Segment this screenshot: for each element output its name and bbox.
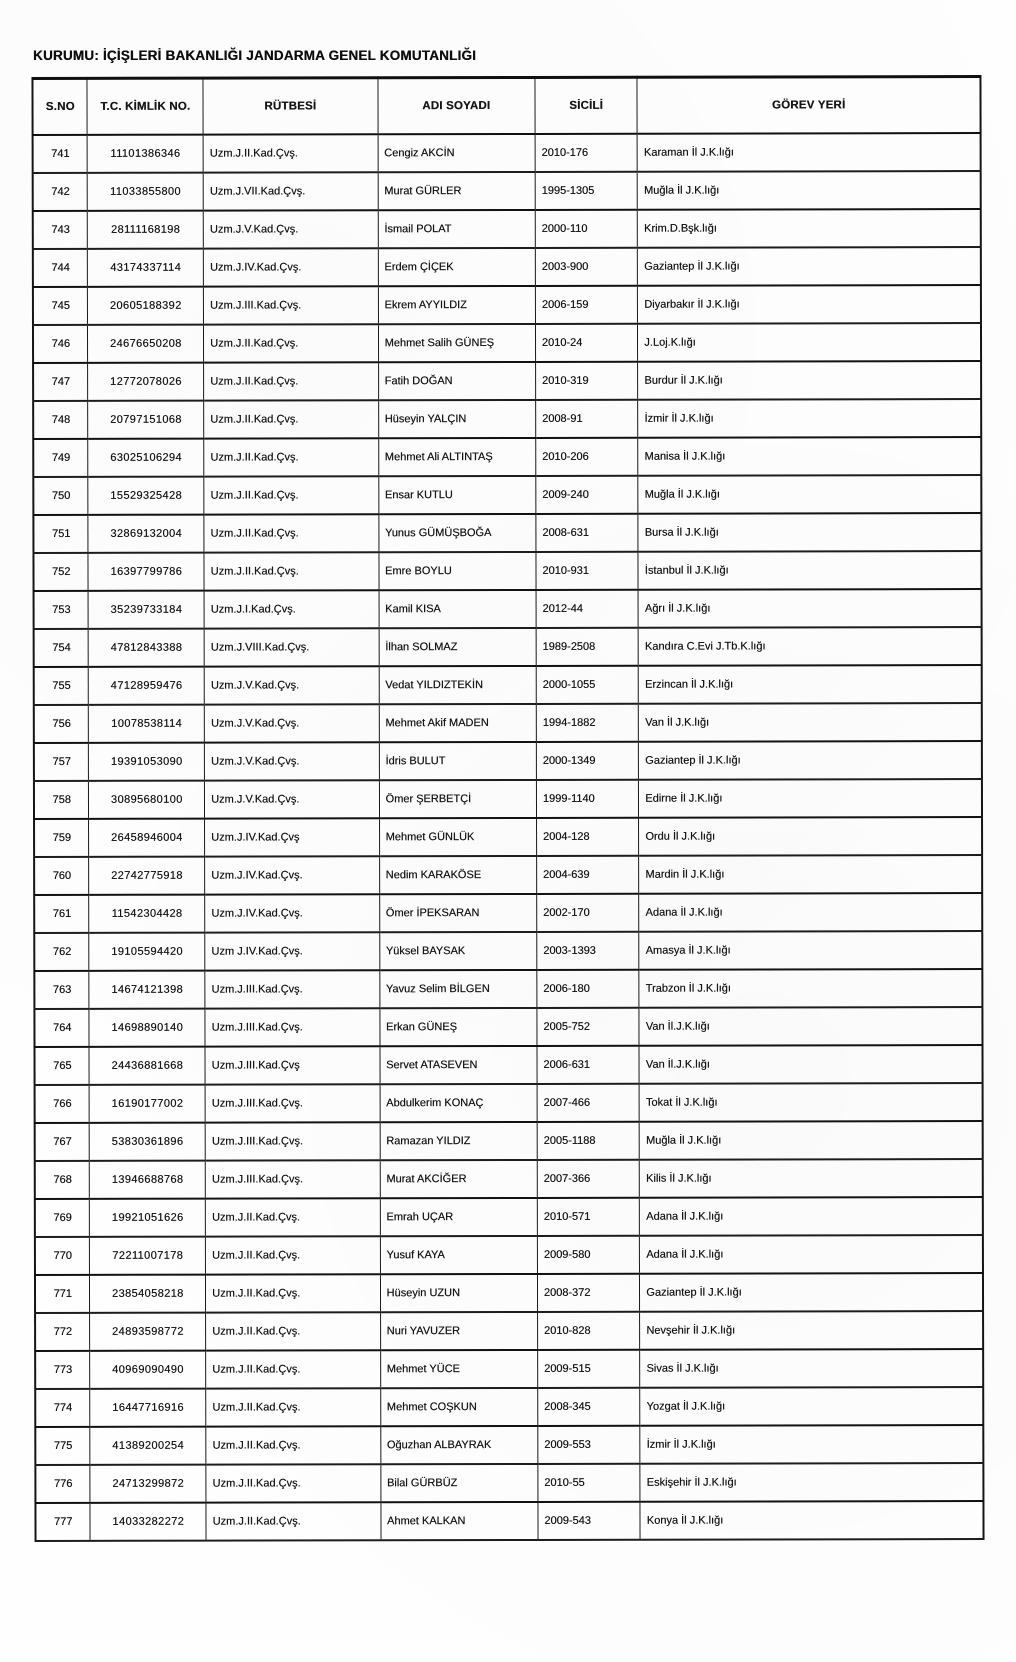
cell-sicil: 2009-515 [538, 1349, 640, 1387]
cell-gorev: Van İl J.K.lığı [639, 703, 982, 742]
cell-gorev: Bursa İl J.K.lığı [638, 513, 981, 552]
table-row [34, 855, 982, 895]
table-row [35, 1083, 983, 1123]
cell-sno: 751 [33, 514, 88, 552]
cell-rutbe: Uzm.J.II.Kad.Çvş. [206, 1464, 381, 1502]
cell-sicil: 2003-1393 [537, 931, 639, 969]
cell-gorev: Burdur İl J.K.lığı [638, 361, 981, 400]
cell-ad: Cengiz AKCİN [378, 133, 535, 171]
cell-sno: 757 [34, 742, 89, 780]
cell-rutbe: Uzm.J.V.Kad.Çvş. [203, 210, 378, 248]
table-row [35, 1387, 983, 1427]
cell-ad: Nedim KARAKÖSE [379, 855, 536, 893]
cell-kimlik: 47812843388 [89, 628, 205, 666]
table-row [33, 399, 981, 439]
cell-sno: 741 [33, 134, 88, 172]
cell-sicil: 1989-2508 [536, 627, 638, 665]
cell-ad: Fatih DOĞAN [378, 361, 535, 399]
column-header-rutbe: RÜTBESİ [203, 78, 378, 134]
cell-sicil: 2010-319 [535, 361, 637, 399]
cell-ad: Erkan GÜNEŞ [379, 1007, 536, 1045]
cell-rutbe: Uzm.J.II.Kad.Çvş. [206, 1312, 381, 1350]
table-row [33, 247, 981, 287]
cell-gorev: Adana İl J.K.lığı [639, 893, 982, 932]
table-row [35, 1159, 983, 1199]
cell-sno: 750 [33, 476, 88, 514]
cell-kimlik: 24893598772 [90, 1312, 206, 1350]
table-row [33, 285, 981, 325]
cell-sicil: 2005-1188 [537, 1121, 639, 1159]
cell-ad: Bilal GÜRBÜZ [380, 1463, 537, 1501]
cell-gorev: Erzincan İl J.K.lığı [638, 665, 981, 704]
table-row [35, 1501, 983, 1541]
cell-kimlik: 20797151068 [88, 400, 204, 438]
cell-sno: 746 [33, 324, 88, 362]
cell-sicil: 2010-931 [536, 551, 638, 589]
cell-rutbe: Uzm.J.III.Kad.Çvş. [205, 1008, 380, 1046]
cell-kimlik: 13946688768 [90, 1160, 206, 1198]
cell-ad: Hüseyin YALÇIN [378, 399, 535, 437]
cell-kimlik: 19921051626 [90, 1198, 206, 1236]
table-row [35, 1273, 983, 1313]
column-header-sicil: SİCİLİ [535, 77, 637, 133]
table-row [34, 741, 982, 781]
cell-rutbe: Uzm.J.II.Kad.Çvş. [206, 1236, 381, 1274]
cell-sno: 768 [35, 1160, 90, 1198]
cell-gorev: Muğla İl J.K.lığı [637, 171, 980, 210]
cell-sicil: 2012-44 [536, 589, 638, 627]
cell-rutbe: Uzm.J.II.Kad.Çvş. [204, 400, 379, 438]
cell-sno: 763 [34, 970, 89, 1008]
cell-ad: Yavuz Selim BİLGEN [379, 969, 536, 1007]
cell-kimlik: 24713299872 [90, 1464, 206, 1502]
cell-ad: Murat GÜRLER [378, 171, 535, 209]
column-header-kimlik: T.C. KİMLİK NO. [87, 78, 203, 134]
cell-rutbe: Uzm.J.II.Kad.Çvş. [206, 1426, 381, 1464]
cell-kimlik: 40969090490 [90, 1350, 206, 1388]
cell-ad: Kamil KISA [379, 589, 536, 627]
cell-gorev: Adana İl J.K.lığı [640, 1235, 983, 1274]
cell-rutbe: Uzm.J.IV.Kad.Çvş. [205, 856, 380, 894]
cell-sicil: 2000-110 [535, 209, 637, 247]
cell-kimlik: 22742775918 [89, 856, 205, 894]
cell-rutbe: Uzm.J.V.Kad.Çvş. [204, 742, 379, 780]
cell-kimlik: 14698890140 [89, 1008, 205, 1046]
cell-ad: Nuri YAVUZER [380, 1311, 537, 1349]
cell-sno: 775 [35, 1426, 90, 1464]
cell-kimlik: 12772078026 [88, 362, 204, 400]
cell-kimlik: 53830361896 [90, 1122, 206, 1160]
cell-rutbe: Uzm.J.II.Kad.Çvş. [204, 552, 379, 590]
cell-gorev: Eskişehir İl J.K.lığı [640, 1463, 983, 1502]
cell-ad: Ömer İPEKSARAN [379, 893, 536, 931]
cell-ad: Mehmet Ali ALTINTAŞ [378, 437, 535, 475]
cell-sicil: 2010-176 [535, 133, 637, 171]
cell-gorev: Sivas İl J.K.lığı [640, 1349, 983, 1388]
cell-gorev: Diyarbakır İl J.K.lığı [638, 285, 981, 324]
cell-rutbe: Uzm.J.II.Kad.Çvş. [206, 1274, 381, 1312]
cell-gorev: Krim.D.Bşk.lığı [638, 209, 981, 248]
cell-ad: Vedat YILDIZTEKİN [379, 665, 536, 703]
cell-sno: 752 [33, 552, 88, 590]
cell-sno: 756 [34, 704, 89, 742]
cell-sno: 773 [35, 1350, 90, 1388]
cell-ad: Abdulkerim KONAÇ [380, 1083, 537, 1121]
cell-sno: 745 [33, 286, 88, 324]
cell-sicil: 2010-24 [535, 323, 637, 361]
cell-sno: 753 [34, 590, 89, 628]
header-row [32, 77, 980, 135]
cell-kimlik: 47128959476 [89, 666, 205, 704]
cell-kimlik: 28111168198 [88, 210, 204, 248]
cell-sicil: 2002-170 [537, 893, 639, 931]
cell-ad: Yunus GÜMÜŞBOĞA [378, 513, 535, 551]
cell-sno: 761 [34, 894, 89, 932]
cell-rutbe: Uzm J.IV.Kad.Çvş. [205, 932, 380, 970]
cell-ad: Mehmet Salih GÜNEŞ [378, 323, 535, 361]
cell-kimlik: 14674121398 [89, 970, 205, 1008]
cell-ad: Ensar KUTLU [378, 475, 535, 513]
cell-gorev: Van İl.J.K.lığı [639, 1045, 982, 1084]
table-row [33, 513, 981, 553]
cell-sicil: 2008-91 [536, 399, 638, 437]
table-row [35, 1311, 983, 1351]
cell-rutbe: Uzm.J.III.Kad.Çvş. [205, 1160, 380, 1198]
cell-sno: 742 [33, 172, 88, 210]
cell-rutbe: Uzm.J.III.Kad.Çvş. [204, 286, 379, 324]
cell-sno: 767 [35, 1122, 90, 1160]
cell-sicil: 2009-543 [538, 1501, 640, 1539]
cell-gorev: İzmir İl J.K.lığı [638, 399, 981, 438]
cell-ad: Mehmet Akif MADEN [379, 703, 536, 741]
table-row [35, 1197, 983, 1237]
cell-gorev: Mardin İl J.K.lığı [639, 855, 982, 894]
table-row [34, 1007, 982, 1047]
cell-rutbe: Uzm.J.II.Kad.Çvş. [203, 134, 378, 172]
table-row [34, 627, 982, 667]
cell-kimlik: 19391053090 [89, 742, 205, 780]
cell-rutbe: Uzm.J.II.Kad.Çvş. [206, 1388, 381, 1426]
cell-sno: 749 [33, 438, 88, 476]
personnel-table [31, 75, 984, 1541]
cell-sicil: 2006-180 [537, 969, 639, 1007]
cell-sno: 760 [34, 856, 89, 894]
cell-sicil: 1999-1140 [536, 779, 638, 817]
cell-sicil: 2007-466 [537, 1083, 639, 1121]
cell-sicil: 1995-1305 [535, 171, 637, 209]
cell-rutbe: Uzm.J.III.Kad.Çvş. [205, 970, 380, 1008]
personnel-table-container [31, 75, 984, 1541]
cell-ad: Murat AKCİĞER [380, 1159, 537, 1197]
cell-sicil: 2008-345 [538, 1387, 640, 1425]
table-row [34, 931, 982, 971]
cell-ad: Yüksel BAYSAK [379, 931, 536, 969]
cell-kimlik: 24676650208 [88, 324, 204, 362]
cell-gorev: Van İl.J.K.lığı [639, 1007, 982, 1046]
cell-gorev: Gaziantep İl J.K.lığı [640, 1273, 983, 1312]
table-row [33, 323, 981, 363]
cell-gorev: Gaziantep İl J.K.lığı [639, 741, 982, 780]
cell-kimlik: 43174337114 [88, 248, 204, 286]
cell-sno: 762 [34, 932, 89, 970]
cell-sicil: 2000-1349 [536, 741, 638, 779]
cell-rutbe: Uzm.J.III.Kad.Çvş. [205, 1084, 380, 1122]
cell-ad: Oğuzhan ALBAYRAK [380, 1425, 537, 1463]
cell-kimlik: 16190177002 [90, 1084, 206, 1122]
cell-sno: 758 [34, 780, 89, 818]
cell-rutbe: Uzm.J.V.Kad.Çvş. [204, 704, 379, 742]
cell-rutbe: Uzm.J.II.Kad.Çvş. [204, 324, 379, 362]
table-row [34, 703, 982, 743]
cell-gorev: Edirne İl J.K.lığı [639, 779, 982, 818]
cell-kimlik: 10078538114 [89, 704, 205, 742]
table-row [33, 171, 981, 211]
cell-gorev: Trabzon İl J.K.lığı [639, 969, 982, 1008]
cell-sno: 771 [35, 1274, 90, 1312]
table-row [33, 551, 981, 591]
cell-sno: 777 [35, 1502, 90, 1540]
cell-rutbe: Uzm.J.II.Kad.Çvş. [204, 476, 379, 514]
cell-ad: İsmail POLAT [378, 209, 535, 247]
cell-ad: Yusuf KAYA [380, 1235, 537, 1273]
cell-sicil: 2006-159 [535, 285, 637, 323]
cell-sicil: 2007-366 [537, 1159, 639, 1197]
cell-sno: 755 [34, 666, 89, 704]
cell-gorev: Tokat İl J.K.lığı [639, 1083, 982, 1122]
cell-sicil: 2010-828 [537, 1311, 639, 1349]
cell-kimlik: 11101386346 [88, 134, 204, 172]
table-row [33, 209, 981, 249]
cell-gorev: Gaziantep İl J.K.lığı [638, 247, 981, 286]
cell-gorev: Konya İl J.K.lığı [640, 1501, 983, 1540]
cell-sno: 759 [34, 818, 89, 856]
cell-ad: Emrah UÇAR [380, 1197, 537, 1235]
table-row [35, 1349, 983, 1389]
table-row [35, 1235, 983, 1275]
column-header-sno: S.NO [32, 78, 87, 134]
table-row [35, 1121, 983, 1161]
cell-kimlik: 11033855800 [88, 172, 204, 210]
cell-gorev: Nevşehir İl J.K.lığı [640, 1311, 983, 1350]
cell-kimlik: 19105594420 [89, 932, 205, 970]
cell-sicil: 2008-631 [536, 513, 638, 551]
cell-sno: 748 [33, 400, 88, 438]
table-row [34, 779, 982, 819]
cell-rutbe: Uzm.J.II.Kad.Çvş. [204, 438, 379, 476]
cell-rutbe: Uzm.J.V.Kad.Çvş. [204, 666, 379, 704]
table-header [32, 77, 980, 135]
cell-sno: 769 [35, 1198, 90, 1236]
cell-gorev: Manisa İl J.K.lığı [638, 437, 981, 476]
cell-gorev: Muğla İl J.K.lığı [638, 475, 981, 514]
cell-sno: 764 [34, 1008, 89, 1046]
cell-sno: 774 [35, 1388, 90, 1426]
cell-sicil: 2008-372 [537, 1273, 639, 1311]
table-row [33, 361, 981, 401]
cell-kimlik: 35239733184 [89, 590, 205, 628]
cell-sicil: 2010-206 [536, 437, 638, 475]
table-row [34, 817, 982, 857]
cell-gorev: Ordu İl J.K.lığı [639, 817, 982, 856]
table-row [35, 1425, 983, 1465]
cell-gorev: Amasya İl J.K.lığı [639, 931, 982, 970]
cell-kimlik: 26458946004 [89, 818, 205, 856]
cell-sicil: 2010-55 [538, 1463, 640, 1501]
table-body [33, 133, 984, 1541]
cell-ad: İlhan SOLMAZ [379, 627, 536, 665]
cell-ad: Ramazan YILDIZ [380, 1121, 537, 1159]
cell-rutbe: Uzm.J.I.Kad.Çvş. [204, 590, 379, 628]
cell-rutbe: Uzm.J.II.Kad.Çvş. [205, 1198, 380, 1236]
cell-rutbe: Uzm.J.III.Kad.Çvş [205, 1046, 380, 1084]
cell-rutbe: Uzm.J.II.Kad.Çvş. [206, 1502, 381, 1540]
cell-kimlik: 41389200254 [90, 1426, 206, 1464]
cell-ad: İdris BULUT [379, 741, 536, 779]
cell-ad: Hüseyin UZUN [380, 1273, 537, 1311]
cell-rutbe: Uzm.J.IV.Kad.Çvş [205, 818, 380, 856]
cell-sno: 744 [33, 248, 88, 286]
cell-rutbe: Uzm.J.VIII.Kad.Çvş. [204, 628, 379, 666]
table-row [33, 133, 981, 173]
cell-gorev: İzmir İl J.K.lığı [640, 1425, 983, 1464]
cell-ad: Mehmet COŞKUN [380, 1387, 537, 1425]
cell-rutbe: Uzm.J.III.Kad.Çvş. [205, 1122, 380, 1160]
cell-rutbe: Uzm.J.IV.Kad.Çvş. [203, 248, 378, 286]
cell-ad: Servet ATASEVEN [380, 1045, 537, 1083]
cell-gorev: İstanbul İl J.K.lığı [638, 551, 981, 590]
cell-ad: Mehmet GÜNLÜK [379, 817, 536, 855]
cell-kimlik: 14033282272 [90, 1502, 206, 1540]
cell-ad: Mehmet YÜCE [380, 1349, 537, 1387]
cell-sicil: 2010-571 [537, 1197, 639, 1235]
cell-kimlik: 16397799786 [88, 552, 204, 590]
cell-sicil: 2009-553 [538, 1425, 640, 1463]
table-row [35, 1463, 983, 1503]
cell-ad: Erdem ÇİÇEK [378, 247, 535, 285]
cell-sno: 765 [34, 1046, 89, 1084]
cell-rutbe: Uzm.J.VII.Kad.Çvş. [203, 172, 378, 210]
cell-sicil: 2009-580 [537, 1235, 639, 1273]
cell-sno: 766 [35, 1084, 90, 1122]
cell-kimlik: 15529325428 [88, 476, 204, 514]
cell-sicil: 2004-128 [536, 817, 638, 855]
cell-gorev: Yozgat İl J.K.lığı [640, 1387, 983, 1426]
cell-gorev: Kandıra C.Evi J.Tb.K.lığı [638, 627, 981, 666]
cell-sno: 743 [33, 210, 88, 248]
table-row [34, 665, 982, 705]
cell-sicil: 2003-900 [535, 247, 637, 285]
cell-sno: 754 [34, 628, 89, 666]
table-row [34, 1045, 982, 1085]
cell-rutbe: Uzm.J.II.Kad.Çvş. [206, 1350, 381, 1388]
cell-ad: Ahmet KALKAN [380, 1501, 537, 1539]
cell-sicil: 2006-631 [537, 1045, 639, 1083]
document-title: KURUMU: İÇİŞLERİ BAKANLIĞI JANDARMA GENEL KOMUTANLIĞI [33, 48, 477, 63]
cell-gorev: Muğla İl J.K.lığı [639, 1121, 982, 1160]
cell-ad: Ekrem AYYILDIZ [378, 285, 535, 323]
cell-kimlik: 11542304428 [89, 894, 205, 932]
cell-rutbe: Uzm.J.II.Kad.Çvş. [204, 362, 379, 400]
cell-gorev: Ağrı İl J.K.lığı [638, 589, 981, 628]
cell-ad: Ömer ŞERBETÇİ [379, 779, 536, 817]
cell-rutbe: Uzm.J.V.Kad.Çvş. [205, 780, 380, 818]
column-header-gorev: GÖREV YERİ [637, 77, 980, 134]
cell-sicil: 1994-1882 [536, 703, 638, 741]
cell-ad: Emre BOYLU [378, 551, 535, 589]
cell-gorev: Kilis İl J.K.lığı [640, 1159, 983, 1198]
cell-sicil: 2004-639 [536, 855, 638, 893]
cell-rutbe: Uzm.J.IV.Kad.Çvş. [205, 894, 380, 932]
cell-kimlik: 63025106294 [88, 438, 204, 476]
cell-sno: 747 [33, 362, 88, 400]
table-row [34, 589, 982, 629]
cell-kimlik: 16447716916 [90, 1388, 206, 1426]
cell-sicil: 2000-1055 [536, 665, 638, 703]
cell-sno: 770 [35, 1236, 90, 1274]
cell-sicil: 2009-240 [536, 475, 638, 513]
cell-kimlik: 32869132004 [88, 514, 204, 552]
cell-sno: 776 [35, 1464, 90, 1502]
cell-rutbe: Uzm.J.II.Kad.Çvş. [204, 514, 379, 552]
cell-sno: 772 [35, 1312, 90, 1350]
cell-kimlik: 72211007178 [90, 1236, 206, 1274]
cell-kimlik: 30895680100 [89, 780, 205, 818]
cell-kimlik: 20605188392 [88, 286, 204, 324]
cell-gorev: J.Loj.K.lığı [638, 323, 981, 362]
column-header-ad: ADI SOYADI [378, 77, 535, 133]
table-row [33, 437, 981, 477]
cell-gorev: Karaman İl J.K.lığı [637, 133, 980, 172]
table-row [33, 475, 981, 515]
cell-gorev: Adana İl J.K.lığı [640, 1197, 983, 1236]
cell-sicil: 2005-752 [537, 1007, 639, 1045]
cell-kimlik: 24436881668 [89, 1046, 205, 1084]
cell-kimlik: 23854058218 [90, 1274, 206, 1312]
table-row [34, 893, 982, 933]
table-row [34, 969, 982, 1009]
